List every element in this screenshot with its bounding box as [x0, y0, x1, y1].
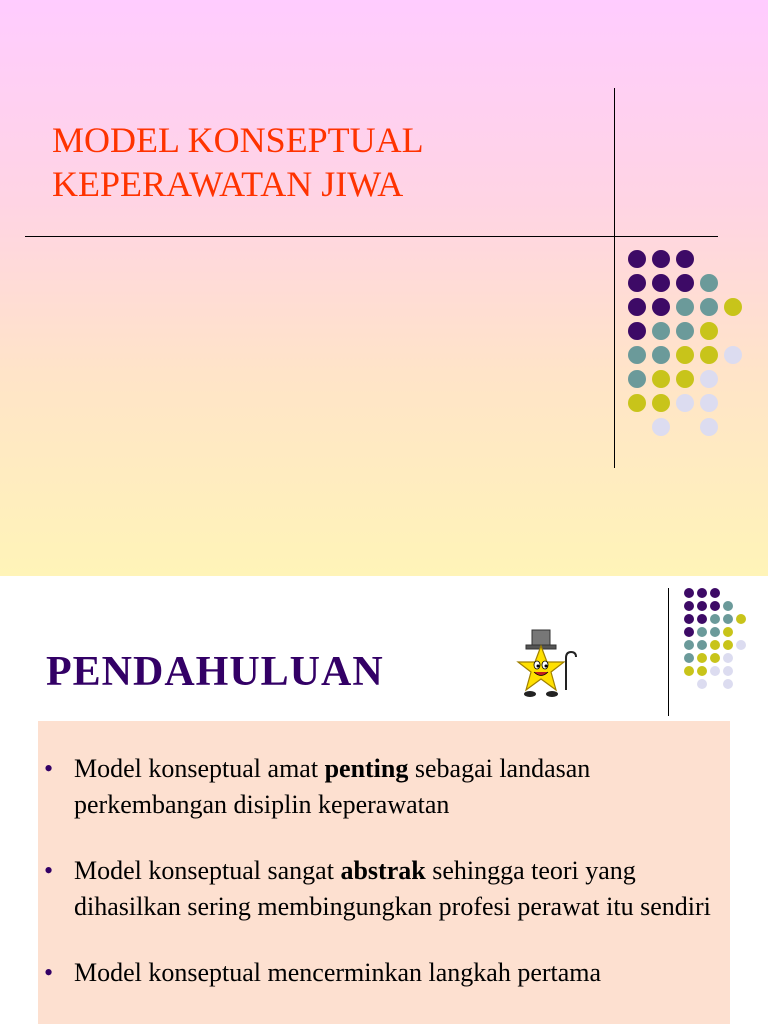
decorative-dot [723, 601, 733, 611]
decorative-dot [652, 250, 670, 268]
decorative-dot [736, 640, 746, 650]
decorative-dot [628, 274, 646, 292]
decorative-dot [684, 601, 694, 611]
decorative-dot [723, 653, 733, 663]
decorative-dot [684, 653, 694, 663]
bullet-text: Model konseptual sangat [74, 856, 341, 885]
decorative-dot [652, 298, 670, 316]
decorative-dot [697, 679, 707, 689]
decorative-dot [684, 640, 694, 650]
star-mascot-icon [514, 628, 580, 700]
decorative-dot [697, 588, 707, 598]
bullet-text: sebagai landasan perkembangan disiplin keperawatan [74, 754, 591, 819]
decorative-dot [697, 653, 707, 663]
decorative-dot [628, 322, 646, 340]
decorative-dot [710, 653, 720, 663]
decorative-dot [700, 418, 718, 436]
decorative-dot [676, 394, 694, 412]
slide-2 [0, 576, 768, 1024]
decorative-dot [710, 588, 720, 598]
decorative-dot [723, 679, 733, 689]
bullet-icon: • [44, 754, 54, 783]
decorative-dot [684, 627, 694, 637]
decorative-dot [652, 346, 670, 364]
slide-1-title [52, 118, 592, 206]
decorative-dot [710, 640, 720, 650]
decorative-dot [684, 588, 694, 598]
decorative-dot [652, 370, 670, 388]
decorative-dot [652, 394, 670, 412]
decorative-dot [652, 322, 670, 340]
decorative-dot [676, 250, 694, 268]
vertical-rule [668, 588, 669, 716]
decorative-dot [697, 640, 707, 650]
bullet-text: Model konseptual amat [74, 754, 325, 783]
bullet-emphasis: penting [324, 754, 409, 783]
decorative-dot [628, 346, 646, 364]
title-line-1: MODEL KONSEPTUAL [52, 120, 424, 160]
decorative-dot [697, 666, 707, 676]
decorative-dot [628, 298, 646, 316]
decorative-dot [676, 322, 694, 340]
decorative-dot [700, 322, 718, 340]
decorative-dot [697, 627, 707, 637]
decorative-dot [710, 666, 720, 676]
decorative-dot [700, 274, 718, 292]
decorative-dot [710, 627, 720, 637]
decorative-dot [710, 614, 720, 624]
decorative-dot [676, 370, 694, 388]
slide-2-title: PENDAHULUAN [46, 649, 384, 695]
bullet-list [44, 751, 724, 1021]
list-item [44, 853, 724, 925]
decorative-dot [700, 370, 718, 388]
decorative-dot [628, 370, 646, 388]
content-box [38, 721, 730, 1024]
decorative-dot [723, 666, 733, 676]
bullet-text: Model konseptual mencerminkan langkah pertama [74, 958, 602, 987]
bullet-text: sehingga teori yang dihasilkan sering membingungkan profesi perawat itu sendiri [74, 856, 711, 921]
decorative-dot [652, 274, 670, 292]
decorative-dot [684, 666, 694, 676]
decorative-dot [724, 298, 742, 316]
decorative-dot [676, 274, 694, 292]
decorative-dot [676, 346, 694, 364]
decorative-dot [723, 614, 733, 624]
decorative-dot [723, 640, 733, 650]
list-item [44, 955, 724, 991]
vertical-rule [614, 88, 615, 468]
decorative-dot [700, 394, 718, 412]
decorative-dot [628, 394, 646, 412]
decorative-dot [652, 418, 670, 436]
bullet-icon: • [44, 856, 54, 885]
bullet-icon: • [44, 958, 54, 987]
decorative-dot [710, 601, 720, 611]
decorative-dot [676, 298, 694, 316]
decorative-dot [724, 346, 742, 364]
decorative-dot [628, 250, 646, 268]
decorative-dot [684, 614, 694, 624]
list-item [44, 751, 724, 823]
bullet-emphasis: abstrak [340, 856, 426, 885]
decorative-dot [700, 298, 718, 316]
title-line-2: KEPERAWATAN JIWA [52, 164, 404, 204]
decorative-dot [697, 614, 707, 624]
decorative-dot [697, 601, 707, 611]
decorative-dot [700, 346, 718, 364]
decorative-dot [723, 627, 733, 637]
decorative-dot [736, 614, 746, 624]
